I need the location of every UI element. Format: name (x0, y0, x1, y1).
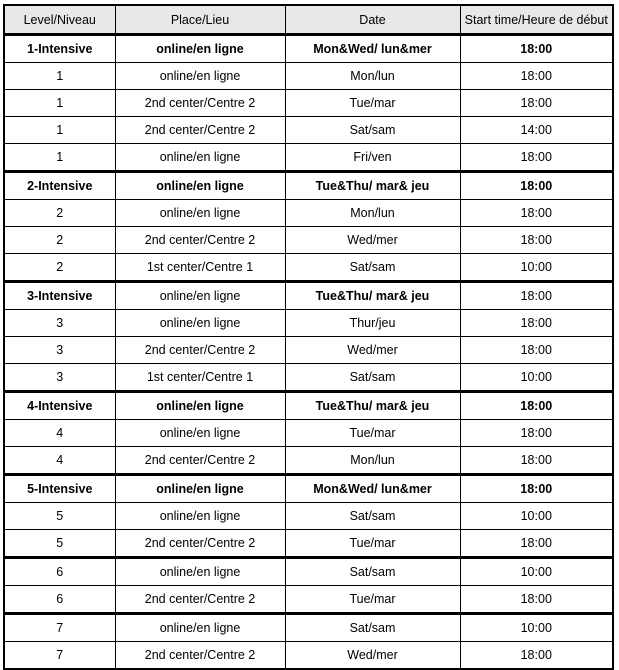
table-row (4, 282, 613, 310)
table-row (4, 558, 613, 586)
date-cell: Sat/sam (285, 254, 460, 282)
level-cell: 5-Intensive (4, 475, 115, 503)
table-row (4, 475, 613, 503)
date-cell: Tue/mar (285, 530, 460, 558)
place-cell: online/en ligne (115, 200, 285, 227)
place-cell: online/en ligne (115, 420, 285, 447)
place-cell: online/en ligne (115, 144, 285, 172)
table-row (4, 144, 613, 172)
place-cell: 2nd center/Centre 2 (115, 227, 285, 254)
date-cell: Sat/sam (285, 117, 460, 144)
level-cell: 2 (4, 227, 115, 254)
place-cell: online/en ligne (115, 475, 285, 503)
place-cell: 1st center/Centre 1 (115, 254, 285, 282)
table-row (4, 63, 613, 90)
table-row (4, 254, 613, 282)
table-row (4, 172, 613, 200)
level-cell: 4 (4, 447, 115, 475)
place-cell: online/en ligne (115, 614, 285, 642)
table-row (4, 35, 613, 63)
time-cell: 18:00 (460, 282, 613, 310)
level-cell: 1-Intensive (4, 35, 115, 63)
place-cell: 1st center/Centre 1 (115, 364, 285, 392)
table-row (4, 530, 613, 558)
header-row (4, 5, 613, 35)
place-cell: 2nd center/Centre 2 (115, 586, 285, 614)
date-cell: Mon/lun (285, 200, 460, 227)
level-cell: 4-Intensive (4, 392, 115, 420)
time-cell: 18:00 (460, 144, 613, 172)
table-row (4, 614, 613, 642)
time-cell: 10:00 (460, 558, 613, 586)
time-cell: 18:00 (460, 420, 613, 447)
place-cell: online/en ligne (115, 172, 285, 200)
date-cell: Wed/mer (285, 227, 460, 254)
level-cell: 1 (4, 117, 115, 144)
level-cell: 3-Intensive (4, 282, 115, 310)
level-cell: 6 (4, 558, 115, 586)
time-cell: 18:00 (460, 172, 613, 200)
date-cell: Sat/sam (285, 364, 460, 392)
level-cell: 3 (4, 364, 115, 392)
time-cell: 18:00 (460, 310, 613, 337)
header-date: Date (285, 5, 460, 35)
table-row (4, 420, 613, 447)
level-cell: 3 (4, 310, 115, 337)
date-cell: Tue/mar (285, 90, 460, 117)
schedule-table (3, 4, 614, 670)
place-cell: online/en ligne (115, 392, 285, 420)
time-cell: 10:00 (460, 364, 613, 392)
place-cell: 2nd center/Centre 2 (115, 90, 285, 117)
date-cell: Wed/mer (285, 642, 460, 670)
table-row (4, 642, 613, 670)
level-cell: 6 (4, 586, 115, 614)
header-place: Place/Lieu (115, 5, 285, 35)
table-row (4, 392, 613, 420)
date-cell: Tue/mar (285, 586, 460, 614)
place-cell: 2nd center/Centre 2 (115, 117, 285, 144)
place-cell: 2nd center/Centre 2 (115, 447, 285, 475)
time-cell: 18:00 (460, 447, 613, 475)
time-cell: 18:00 (460, 337, 613, 364)
time-cell: 18:00 (460, 227, 613, 254)
table-row (4, 90, 613, 117)
time-cell: 18:00 (460, 475, 613, 503)
date-cell: Thur/jeu (285, 310, 460, 337)
time-cell: 10:00 (460, 254, 613, 282)
table-row (4, 310, 613, 337)
level-cell: 2 (4, 254, 115, 282)
time-cell: 18:00 (460, 35, 613, 63)
table-row (4, 200, 613, 227)
place-cell: 2nd center/Centre 2 (115, 530, 285, 558)
table-row (4, 337, 613, 364)
place-cell: online/en ligne (115, 558, 285, 586)
time-cell: 18:00 (460, 90, 613, 117)
date-cell: Tue&Thu/ mar& jeu (285, 172, 460, 200)
date-cell: Sat/sam (285, 503, 460, 530)
time-cell: 18:00 (460, 642, 613, 670)
table-row (4, 364, 613, 392)
time-cell: 18:00 (460, 63, 613, 90)
date-cell: Mon/lun (285, 447, 460, 475)
table-row (4, 227, 613, 254)
date-cell: Mon/lun (285, 63, 460, 90)
level-cell: 1 (4, 144, 115, 172)
date-cell: Sat/sam (285, 558, 460, 586)
header-level: Level/Niveau (4, 5, 115, 35)
date-cell: Tue&Thu/ mar& jeu (285, 392, 460, 420)
level-cell: 2 (4, 200, 115, 227)
place-cell: online/en ligne (115, 282, 285, 310)
level-cell: 5 (4, 503, 115, 530)
date-cell: Sat/sam (285, 614, 460, 642)
date-cell: Mon&Wed/ lun&mer (285, 475, 460, 503)
table-row (4, 117, 613, 144)
date-cell: Tue/mar (285, 420, 460, 447)
date-cell: Fri/ven (285, 144, 460, 172)
time-cell: 18:00 (460, 392, 613, 420)
schedule-body (4, 35, 613, 670)
level-cell: 5 (4, 530, 115, 558)
table-row (4, 503, 613, 530)
time-cell: 18:00 (460, 586, 613, 614)
place-cell: online/en ligne (115, 63, 285, 90)
place-cell: 2nd center/Centre 2 (115, 337, 285, 364)
place-cell: online/en ligne (115, 310, 285, 337)
place-cell: online/en ligne (115, 35, 285, 63)
level-cell: 1 (4, 90, 115, 117)
table-row (4, 586, 613, 614)
time-cell: 14:00 (460, 117, 613, 144)
level-cell: 3 (4, 337, 115, 364)
date-cell: Tue&Thu/ mar& jeu (285, 282, 460, 310)
table-row (4, 447, 613, 475)
level-cell: 4 (4, 420, 115, 447)
level-cell: 7 (4, 642, 115, 670)
place-cell: 2nd center/Centre 2 (115, 642, 285, 670)
time-cell: 18:00 (460, 200, 613, 227)
time-cell: 18:00 (460, 530, 613, 558)
time-cell: 10:00 (460, 503, 613, 530)
place-cell: online/en ligne (115, 503, 285, 530)
level-cell: 1 (4, 63, 115, 90)
level-cell: 7 (4, 614, 115, 642)
date-cell: Mon&Wed/ lun&mer (285, 35, 460, 63)
header-start-time: Start time/Heure de début (460, 5, 613, 35)
level-cell: 2-Intensive (4, 172, 115, 200)
date-cell: Wed/mer (285, 337, 460, 364)
time-cell: 10:00 (460, 614, 613, 642)
